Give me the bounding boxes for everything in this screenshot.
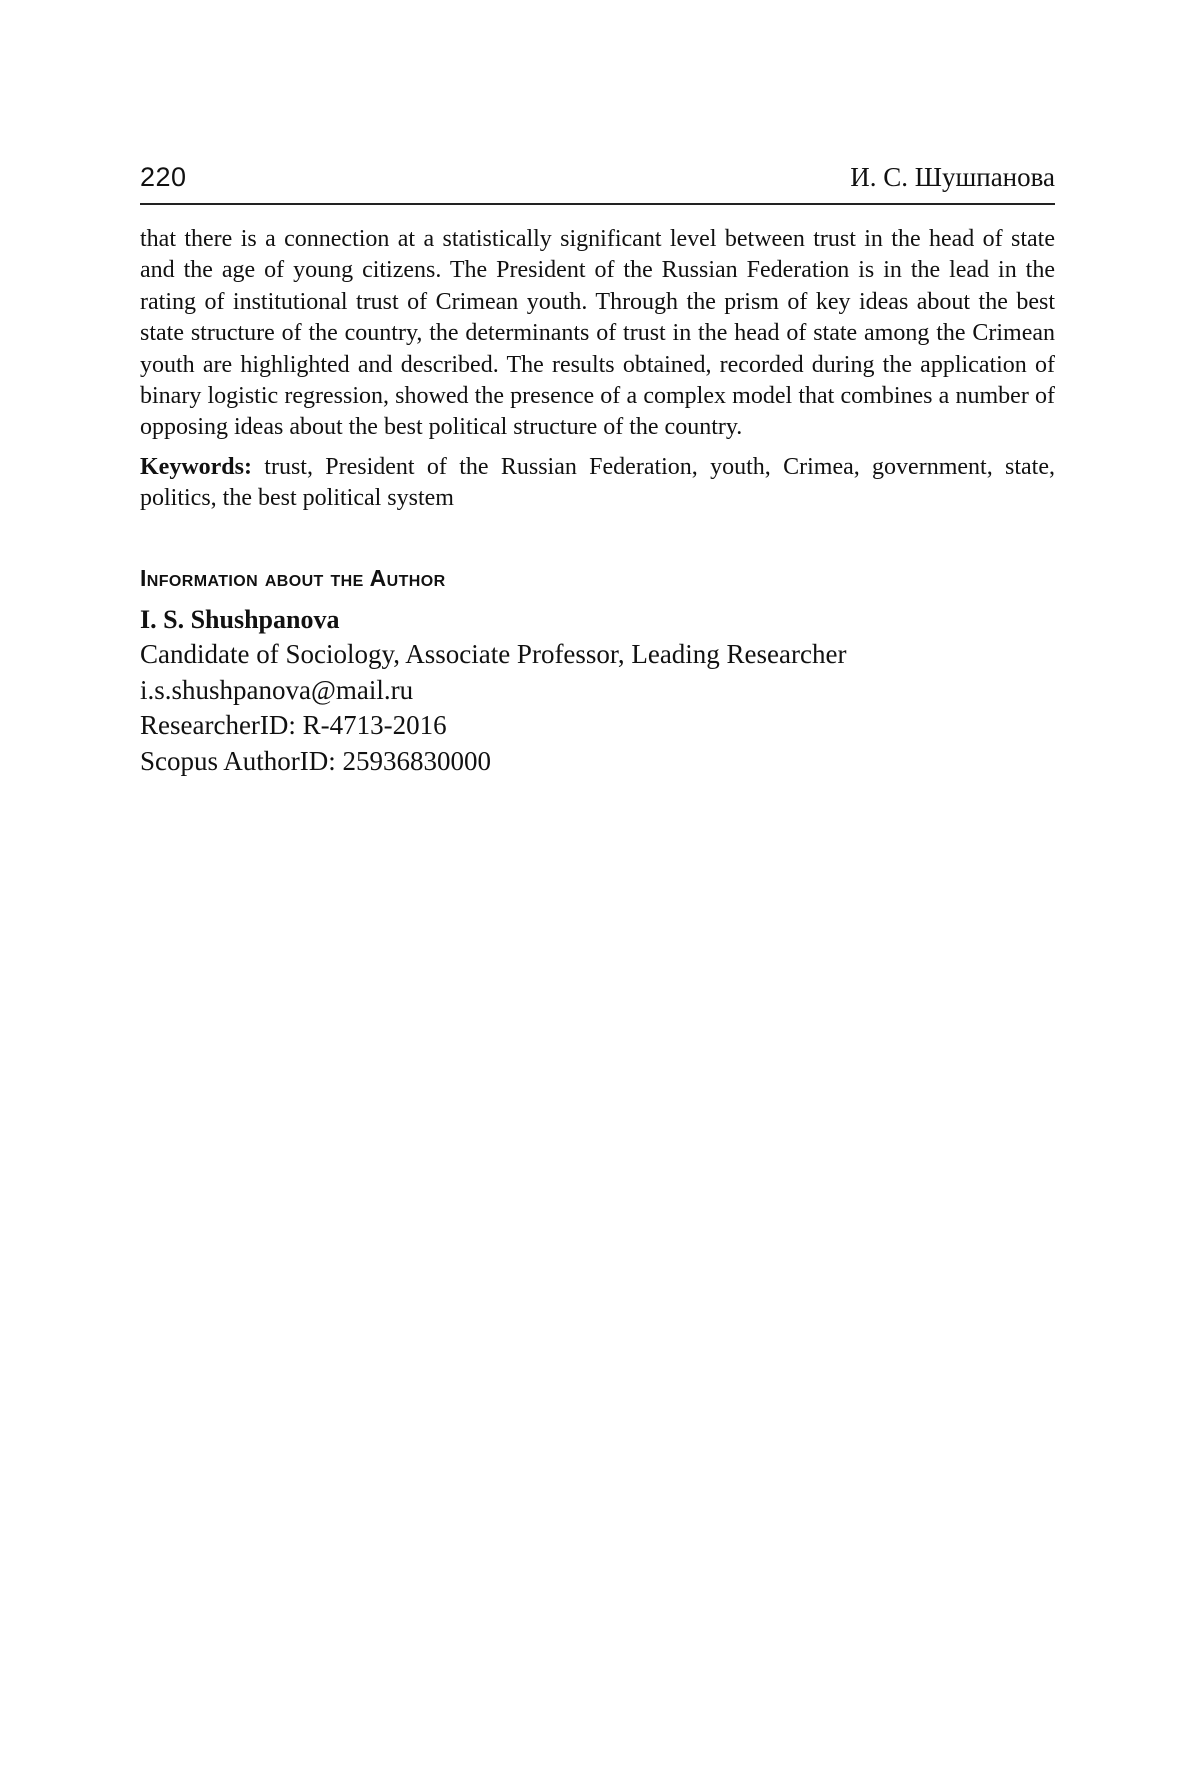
keywords-paragraph [140, 452, 1055, 515]
author-email[interactable]: i.s.shushpanova@mail.ru [140, 674, 414, 705]
page-number: 220 [140, 162, 187, 192]
abstract-paragraph: that there is a connection at a statistically significant level between trust in the head of state and the age of young citizens. The President of the Russian Federation is in the lead in the rating of institutional trust of Crimean youth. Through the prism of key ideas about the best state structure of the country, the determinants of trust in the head of state among the Crimean youth are highlighted and described. The results obtained, recorded during the application of binary logistic regression, showed the presence of a complex model that combines a number of opposing ideas about the best political structure of the country. [140, 226, 1055, 441]
author-name: I. S. Shushpanova [140, 604, 340, 634]
author-researcher-id: ResearcherID: R-4713-2016 [140, 710, 447, 741]
keywords-text: trust, President of the Russian Federation, youth, Crimea, government, state, politics, the best political system [140, 453, 1055, 512]
keywords-label: Keywords: [140, 453, 252, 480]
running-head-author: И. С. Шушпанова [850, 162, 1055, 192]
author-section-title: Information about the Author [140, 564, 446, 591]
author-info-block [140, 602, 1055, 780]
document-page [140, 162, 1055, 779]
author-position: Candidate of Sociology, Associate Professor, Leading Researcher [140, 639, 847, 670]
author-scopus-id: Scopus AuthorID: 25936830000 [140, 745, 491, 776]
running-head [140, 162, 1055, 205]
